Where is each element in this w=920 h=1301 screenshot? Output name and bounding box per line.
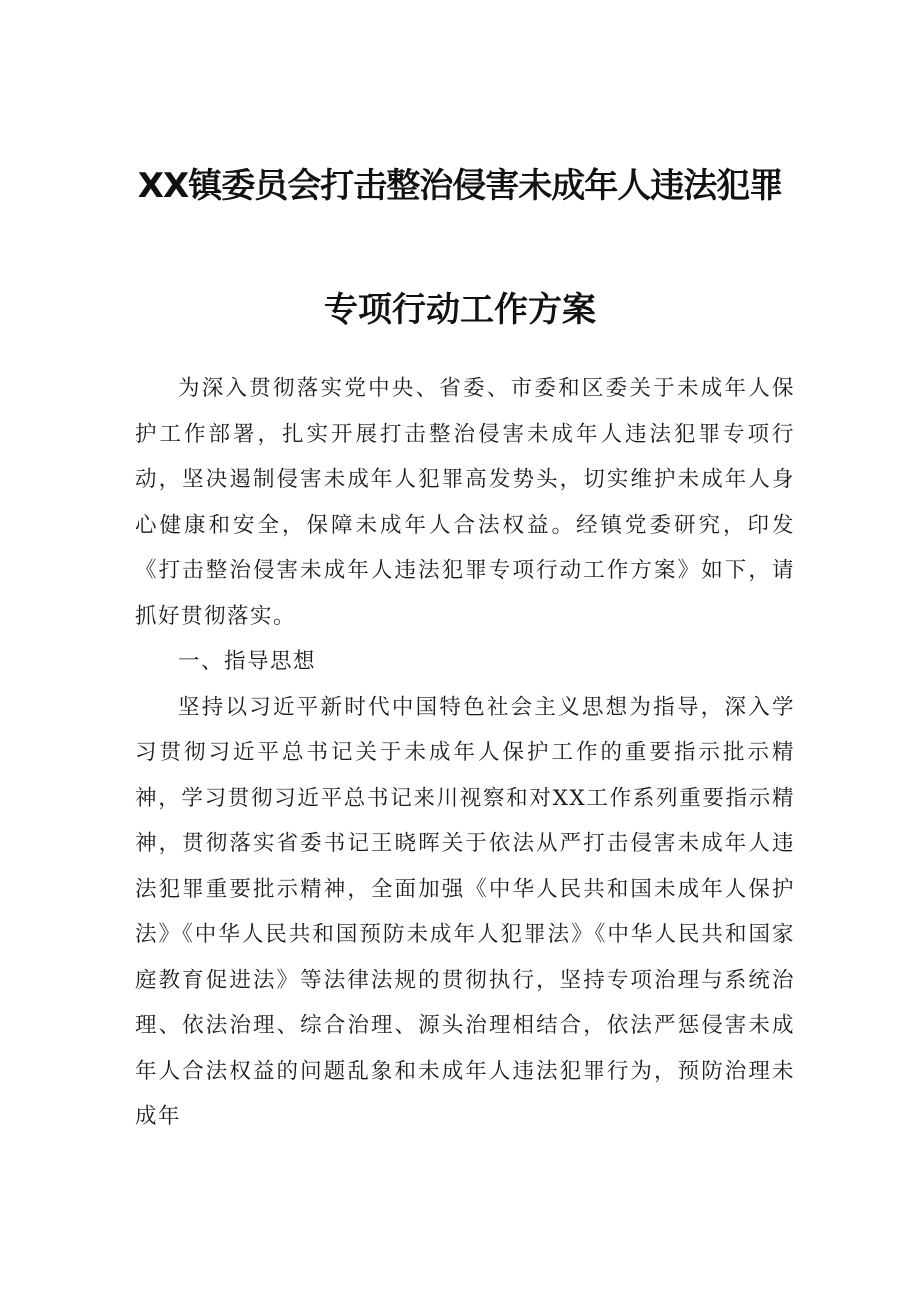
intro-paragraph: 为深入贯彻落实党中央、省委、市委和区委关于未成年人保护工作部署，扎实开展打击整治侵害未成年人违法犯罪专项行动，坚决遏制侵害未成年人犯罪高发势头，切实维护未成年人身心健康和安全，保障未成年人合法权益。经镇党委研究，印发《打击整治侵害未成年人违法犯罪专项行动工作方案》如下，请抓好贯彻落实。	[135, 376, 795, 629]
document-title-line1: XX镇委员会打击整治侵害未成年人违法犯罪	[137, 166, 783, 206]
section-paragraph-guiding-ideology: 坚持以习近平新时代中国特色社会主义思想为指导，深入学习贯彻习近平总书记关于未成年人保护工作的重要指示批示精神，学习贯彻习近平总书记来川视察和对XX工作系列重要指示精神，贯彻落实省委书记王晓晖关于依法从严打击侵害未成年人违法犯罪重要批示精神，全面加强《中华人民共和国未成年人保护法》《中华人民共和国预防未成年人犯罪法》《中华人民共和国家庭教育促进法》等法律法规的贯彻执行，坚持专项治理与系统治理、依法治理、综合治理、源头治理相结合，依法严惩侵害未成年人合法权益的问题乱象和未成年人违法犯罪行为，预防治理未成年	[135, 694, 795, 1129]
document-title-line2: 专项行动工作方案	[324, 290, 596, 330]
section-heading-guiding-ideology: 一、指导思想	[178, 649, 317, 674]
document-body	[135, 366, 795, 1140]
